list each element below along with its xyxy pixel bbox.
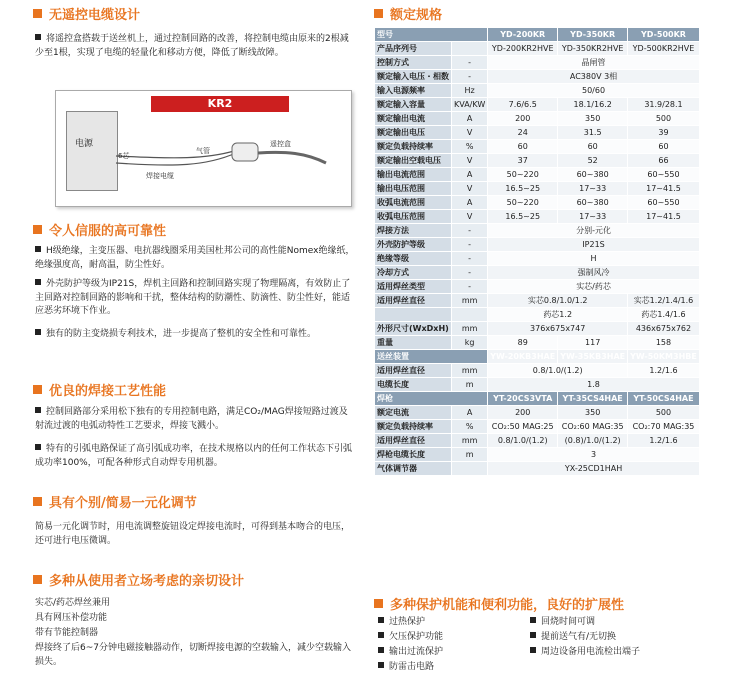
spec-cell: 焊枪电缆长度 [375,448,452,462]
spec-cell: 350 [558,112,628,126]
spec-cell: 适用焊丝直径 [375,294,452,308]
spec-cell: 额定输出空载电压 [375,154,452,168]
power-label: 电源 [75,139,94,149]
spec-cell: 17~33 [558,210,628,224]
spec-row [375,98,700,112]
spec-cell: 输入电源频率 [375,84,452,98]
spec-cell: YD-500KR2HVE [628,42,700,56]
reliability-item: 独有的防主变烧损专利技术，进一步提高了整机的安全性和可靠性。 [35,328,355,342]
spec-cell: 产品序列号 [375,42,452,56]
bullet-icon [530,617,536,623]
spec-cell: 89 [488,336,558,350]
spec-cell: 17~41.5 [628,182,700,196]
spec-cell: 适用焊丝类型 [375,280,452,294]
performance-item: 特有的引弧电路保证了高引弧成功率，在技术规格以内的任何工作状态下引弧成功率100%，可配各种形式自动焊专用机器。 [35,444,353,468]
six-core-label: 6芯 [118,152,130,160]
spec-row [375,182,700,196]
spec-cell: 晶闸管 [488,56,700,70]
spec-cell: (0.8)/1.0/(1.2) [558,434,628,448]
spec-cell: A [452,196,488,210]
spec-row [375,126,700,140]
spec-cell: V [452,154,488,168]
spec-cell: 52 [558,154,628,168]
spec-cell: CO₂:60 MAG:35 [558,420,628,434]
cable-diagram [55,90,352,207]
weld-cable-label: 焊接电缆 [146,172,174,180]
spec-cell: 额定电流 [375,406,452,420]
spec-cell: 18.1/16.2 [558,98,628,112]
spec-table [374,27,700,476]
spec-cell: 1.8 [488,378,700,392]
section-mark-icon [33,225,42,234]
spec-cell: 60 [558,140,628,154]
spec-row [375,364,700,378]
spec-cell: 输出电压范围 [375,182,452,196]
bullet-icon [378,662,384,668]
spec-cell: 适用焊丝直径 [375,434,452,448]
spec-cell: 60 [628,140,700,154]
spec-row [375,196,700,210]
section-title-adjustment: 具有个别/简易一元化调节 [33,492,197,511]
user-design-line: 带有节能控制器 [35,628,99,638]
spec-cell: 电缆长度 [375,378,452,392]
section-title-protection: 多种保护机能和便利功能，良好的扩展性 [374,594,624,613]
spec-row [375,224,700,238]
spec-cell: 强制风冷 [488,266,700,280]
spec-cell: 500 [628,112,700,126]
protection-item: 回烧时间可调 [530,615,595,629]
spec-row [375,294,700,308]
spec-row [375,56,700,70]
spec-cell: 额定负载持续率 [375,140,452,154]
spec-cell: mm [452,364,488,378]
spec-row [375,28,700,42]
spec-cell: 3 [488,448,700,462]
spec-cell: H [488,252,700,266]
bullet-icon [378,647,384,653]
section-mark-icon [33,497,42,506]
spec-row [375,280,700,294]
spec-cell: 31.9/28.1 [628,98,700,112]
spec-cell: 24 [488,126,558,140]
spec-cell: 焊接方法 [375,224,452,238]
spec-cell: m [452,378,488,392]
spec-cell: 焊枪 [375,392,488,406]
spec-cell: 额定输入电压・相数 [375,70,452,84]
section-mark-icon [374,599,383,608]
spec-row [375,392,700,406]
spec-cell: 重量 [375,336,452,350]
wireless-cable-text: 将遥控盒搭载于送丝机上，通过控制回路的改善，将控制电缆由原来的2根减少至1根，实现了电缆的轻量化和移动方便，降低了断线故障。 [35,34,349,58]
kr2-label: KR2 [151,96,289,112]
spec-cell: 送丝装置 [375,350,488,364]
spec-cell: A [452,112,488,126]
spec-cell: 外壳防护等级 [375,238,452,252]
spec-cell: 31.5 [558,126,628,140]
spec-cell [452,308,488,322]
spec-cell: 60 [488,140,558,154]
protection-item: 提前送气有/无切换 [530,630,616,644]
spec-cell: 376x675x747 [488,322,628,336]
spec-cell: 外形尺寸(WxDxH) [375,322,452,336]
spec-cell: 适用焊丝直径 [375,364,452,378]
spec-row [375,308,700,322]
section-title-specs: 额定规格 [374,4,442,23]
spec-cell: mm [452,434,488,448]
spec-cell: 60~380 [558,196,628,210]
spec-row [375,154,700,168]
spec-cell: YD-500KR [628,28,700,42]
spec-cell: YD-350KR2HVE [558,42,628,56]
bullet-icon [35,279,41,285]
spec-cell: 60~380 [558,168,628,182]
spec-cell: 60~550 [628,196,700,210]
spec-cell: - [452,252,488,266]
adjustment-text: 简易一元化调节时，用电流调整旋钮设定焊接电流时，可得到基本吻合的电压，还可进行电压微调。 [35,522,351,546]
spec-cell: YW-35KB3HAE [558,350,628,364]
spec-cell: 60~550 [628,168,700,182]
spec-cell: 药芯1.2 [488,308,628,322]
spec-cell: - [452,266,488,280]
spec-cell: 7.6/6.5 [488,98,558,112]
gas-pipe-label: 气管 [196,147,210,155]
spec-cell: 绝缘等级 [375,252,452,266]
spec-row [375,70,700,84]
spec-cell: 158 [628,336,700,350]
spec-cell: YX-25CD1HAH [488,462,700,476]
spec-cell: CO₂:50 MAG:25 [488,420,558,434]
spec-cell: 实芯/药芯 [488,280,700,294]
spec-cell: - [452,70,488,84]
protection-item: 欠压保护功能 [378,630,443,644]
spec-cell: YT-20CS3VTA [488,392,558,406]
spec-cell: - [452,224,488,238]
spec-cell: - [452,238,488,252]
protection-item: 周边设备用电流检出端子 [530,645,640,659]
spec-cell: 37 [488,154,558,168]
spec-cell: 436x675x762 [628,322,700,336]
spec-row [375,378,700,392]
protection-item: 过热保护 [378,615,425,629]
bullet-icon [35,444,41,450]
spec-cell: 66 [628,154,700,168]
spec-row [375,406,700,420]
spec-cell [452,42,488,56]
spec-cell: A [452,406,488,420]
protection-item: 防雷击电路 [378,660,434,674]
spec-row [375,168,700,182]
spec-cell: 型号 [375,28,488,42]
section-title-user-design: 多种从使用者立场考虑的亲切设计 [33,570,244,589]
spec-cell: YT-50CS4HAE [628,392,700,406]
spec-cell: 1.2/1.6 [628,364,700,378]
spec-cell: 实芯1.2/1.4/1.6 [628,294,700,308]
spec-cell: YD-200KR [488,28,558,42]
spec-cell: 50~220 [488,168,558,182]
bullet-icon [378,632,384,638]
spec-cell: 收弧电压范围 [375,210,452,224]
spec-cell: 气体调节器 [375,462,452,476]
spec-cell: 39 [628,126,700,140]
spec-cell: 输出电流范围 [375,168,452,182]
spec-cell: 350 [558,406,628,420]
spec-row [375,140,700,154]
spec-cell: 收弧电流范围 [375,196,452,210]
spec-cell: 200 [488,406,558,420]
spec-cell [375,308,452,322]
section-title-reliability: 令人信服的高可靠性 [33,220,166,239]
remote-box-label: 遥控盒 [270,140,291,148]
spec-cell: 额定负载持续率 [375,420,452,434]
bullet-icon [530,632,536,638]
reliability-item: 外壳防护等级为IP21S，焊机主回路和控制回路实现了物理隔离，有效防止了主回路对控制回路的影响和干扰，整体结构的防潮性、防滴性、防尘性好，能适应恶劣环境下作业。 [35,279,351,316]
section-title-weld-performance: 优良的焊接工艺性能 [33,380,166,399]
spec-cell: % [452,420,488,434]
user-design-line: 具有网压补偿功能 [35,613,108,623]
spec-cell: 药芯1.4/1.6 [628,308,700,322]
spec-cell: AC380V 3相 [488,70,700,84]
spec-cell: 17~41.5 [628,210,700,224]
spec-row [375,112,700,126]
spec-cell: IP21S [488,238,700,252]
spec-cell: 16.5~25 [488,182,558,196]
section-mark-icon [33,385,42,394]
spec-cell: 200 [488,112,558,126]
protection-item: 输出过流保护 [378,645,443,659]
spec-row [375,252,700,266]
spec-cell: m [452,448,488,462]
bullet-icon [35,407,41,413]
bullet-icon [35,329,41,335]
bullet-icon [378,617,384,623]
spec-cell: - [452,56,488,70]
user-design-line: 焊接终了后6~7分钟电磁接触器动作，切断焊接电源的空载输入，减少空载输入损失。 [35,643,351,667]
bullet-icon [35,34,41,40]
spec-cell: CO₂:70 MAG:35 [628,420,700,434]
spec-row [375,336,700,350]
spec-cell: YW-20KB3HAE [488,350,558,364]
spec-cell: - [452,280,488,294]
spec-row [375,462,700,476]
reliability-item: H级绝缘，主变压器、电抗器线圈采用美国杜邦公司的高性能Nomex绝缘纸，绝缘强度高，耐高温，防尘性好。 [35,246,355,270]
spec-row [375,420,700,434]
spec-cell: 额定输入容量 [375,98,452,112]
spec-row [375,322,700,336]
spec-cell: 分别-元化 [488,224,700,238]
spec-cell: V [452,182,488,196]
spec-row [375,350,700,364]
user-design-line: 实芯/药芯焊丝兼用 [35,598,111,608]
spec-row [375,434,700,448]
spec-cell [452,462,488,476]
spec-cell: 50~220 [488,196,558,210]
spec-cell: 0.8/1.0/(1.2) [488,434,558,448]
spec-row [375,266,700,280]
spec-cell: 实芯0.8/1.0/1.2 [488,294,628,308]
spec-row [375,42,700,56]
spec-cell: kg [452,336,488,350]
bullet-icon [530,647,536,653]
spec-cell: mm [452,322,488,336]
spec-cell: 冷却方式 [375,266,452,280]
section-mark-icon [33,575,42,584]
performance-item: 控制回路部分采用松下独有的专用控制电路，满足CO₂/MAG焊接短路过渡及射流过渡的电弧动特性工艺要求，焊接飞溅小。 [35,407,348,431]
section-mark-icon [374,9,383,18]
section-mark-icon [33,9,42,18]
spec-cell: 控制方式 [375,56,452,70]
section-title-wireless-cable: 无遥控电缆设计 [33,4,140,23]
spec-cell: 1.2/1.6 [628,434,700,448]
spec-row [375,238,700,252]
bullet-icon [35,246,41,252]
spec-cell: YD-350KR [558,28,628,42]
spec-cell: V [452,210,488,224]
spec-cell: 16.5~25 [488,210,558,224]
spec-cell: A [452,168,488,182]
spec-cell: YT-35CS4HAE [558,392,628,406]
spec-cell: YD-200KR2HVE [488,42,558,56]
spec-cell: 0.8/1.0/(1.2) [488,364,628,378]
spec-cell: 500 [628,406,700,420]
spec-cell: YW-50KM3HBE [628,350,700,364]
spec-cell: mm [452,294,488,308]
spec-row [375,448,700,462]
spec-row [375,210,700,224]
spec-cell: 50/60 [488,84,700,98]
spec-row [375,84,700,98]
spec-cell: Hz [452,84,488,98]
spec-cell: % [452,140,488,154]
spec-cell: 额定输出电压 [375,126,452,140]
spec-cell: KVA/KW [452,98,488,112]
spec-cell: V [452,126,488,140]
spec-cell: 17~33 [558,182,628,196]
spec-cell: 额定输出电流 [375,112,452,126]
spec-cell: 117 [558,336,628,350]
